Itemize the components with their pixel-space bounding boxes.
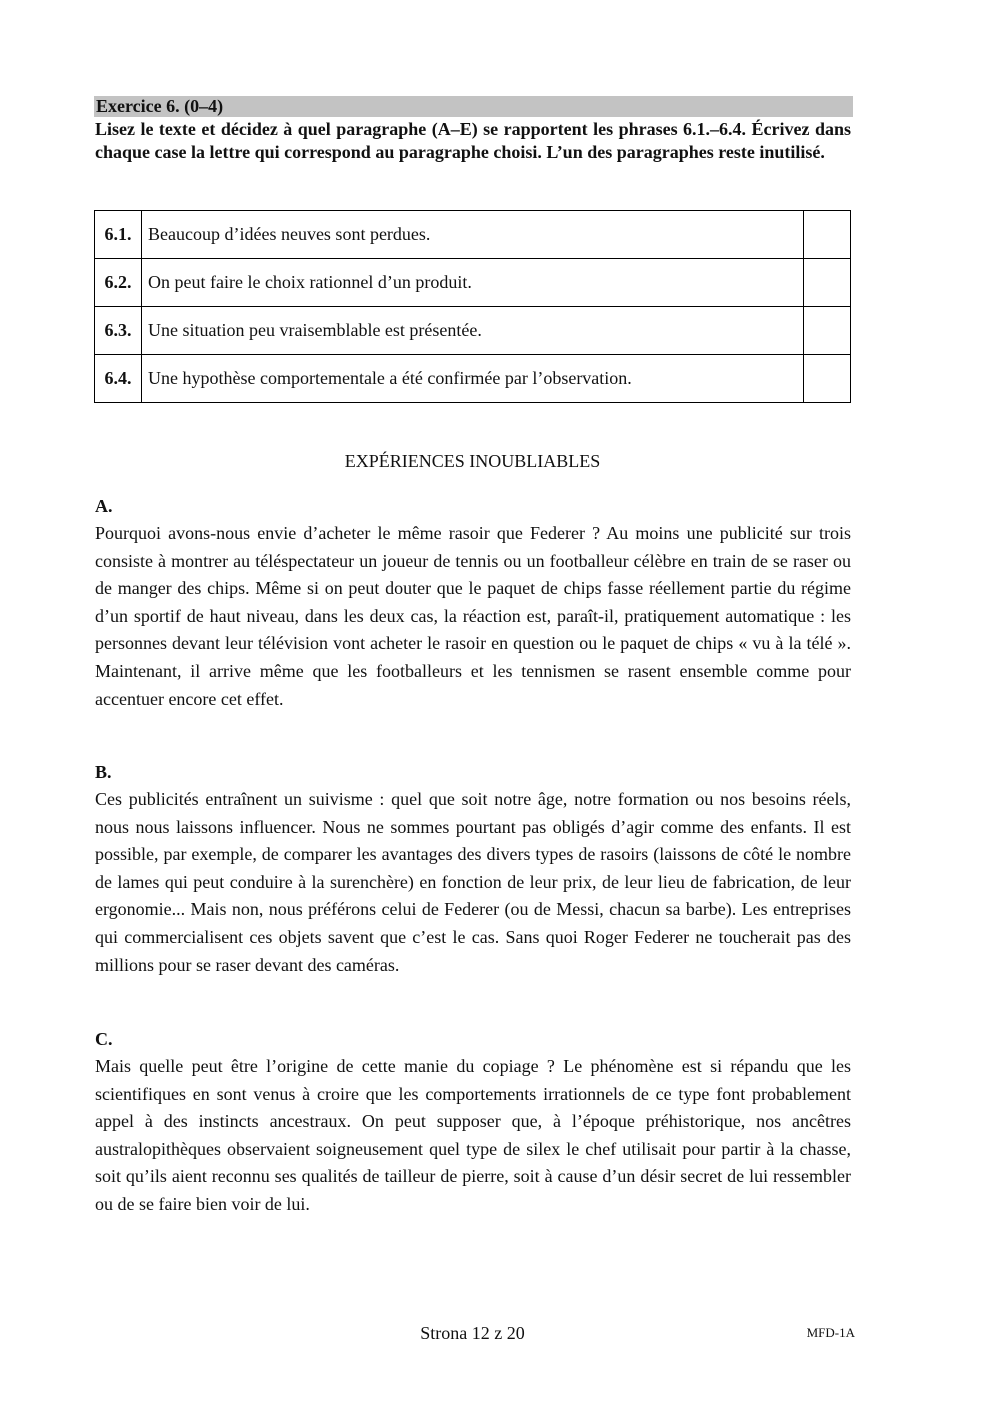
answer-table [94,210,851,403]
paragraph-text-b: Ces publicités entraînent un suivisme : quel que soit notre âge, notre formation ou nos besoins réels, nous nous laissons influencer. Nous ne sommes pourtant pas obligés d’agir comme des enfants. Il est possible, par exemple, de comparer les avantages des divers types de rasoirs (laissons de côté le nombre de lames qui peut conduire à la surenchère) en fonction de leur prix, de leur lieu de fabrication, de leur ergonomie... Mais non, nous préférons celui de Federer (ou de Messi, chacun sa barbe). Les entreprises qui commercialisent ces objets savent que c’est le cas. Sans quoi Roger Federer ne toucherait pas des millions pour se raser devant des caméras. [95,789,851,975]
paragraph-text-c: Mais quelle peut être l’origine de cette manie du copiage ? Le phénomène est si répandu que les scientifiques en sont venus à croire que les comportements irrationnels de ce type font probablement appel à des instincts ancestraux. On peut supposer que, à l’époque préhistorique, nos ancêtres australopithèques observaient soigneusement quel type de silex le chef utilisait pour partir à la chasse, soit qu’ils aient reconnu ses qualités de tailleur de pierre, soit à cause d’un désir secret de lui ressembler ou de se faire bien voir de lui. [95,1056,851,1214]
question-statement: Beaucoup d’idées neuves sont perdues. [142,211,804,259]
question-number: 6.3. [95,307,142,355]
paragraph-letter-b: B. [95,762,112,782]
exercise-instructions: Lisez le texte et décidez à quel paragraphe (A–E) se rapportent les phrases 6.1.–6.4. Écrivez dans chaque case la lettre qui correspond au paragraphe choisi. L’un des paragraphes reste inutilisé. [95,119,851,162]
answer-box[interactable] [804,307,851,355]
table-row [95,211,851,259]
answer-box[interactable] [804,355,851,403]
exam-code: MFD-1A [806,1325,855,1340]
question-number: 6.1. [95,211,142,259]
paragraph-letter-c: C. [95,1029,113,1049]
answer-box[interactable] [804,259,851,307]
paragraph-text-a: Pourquoi avons-nous envie d’acheter le même rasoir que Federer ? Au moins une publicité sur trois consiste à montrer au téléspectateur un joueur de tennis ou un footballeur célèbre en train de se raser ou de manger des chips. Même si on peut douter que le paquet de chips fasse réellement partie du régime d’un sportif de haut niveau, dans les deux cas, la réaction est, paraît-il, pratiquement automatique : les personnes devant leur télévision vont acheter le rasoir en question ou le paquet de chips « vu à la télé ». Maintenant, il arrive même que les footballeurs et les tennismen se rasent ensemble comme pour accentuer encore cet effet. [95,523,851,709]
page-number: Strona 12 z 20 [420,1323,525,1343]
question-statement: On peut faire le choix rationnel d’un produit. [142,259,804,307]
question-number: 6.2. [95,259,142,307]
question-statement: Une hypothèse comportementale a été confirmée par l’observation. [142,355,804,403]
table-row [95,259,851,307]
question-statement: Une situation peu vraisemblable est présentée. [142,307,804,355]
paragraph-letter-a: A. [95,496,113,516]
answer-box[interactable] [804,211,851,259]
article-title: EXPÉRIENCES INOUBLIABLES [344,451,601,471]
table-row [95,307,851,355]
exercise-header: Exercice 6. (0–4) [94,96,853,117]
table-row [95,355,851,403]
question-number: 6.4. [95,355,142,403]
